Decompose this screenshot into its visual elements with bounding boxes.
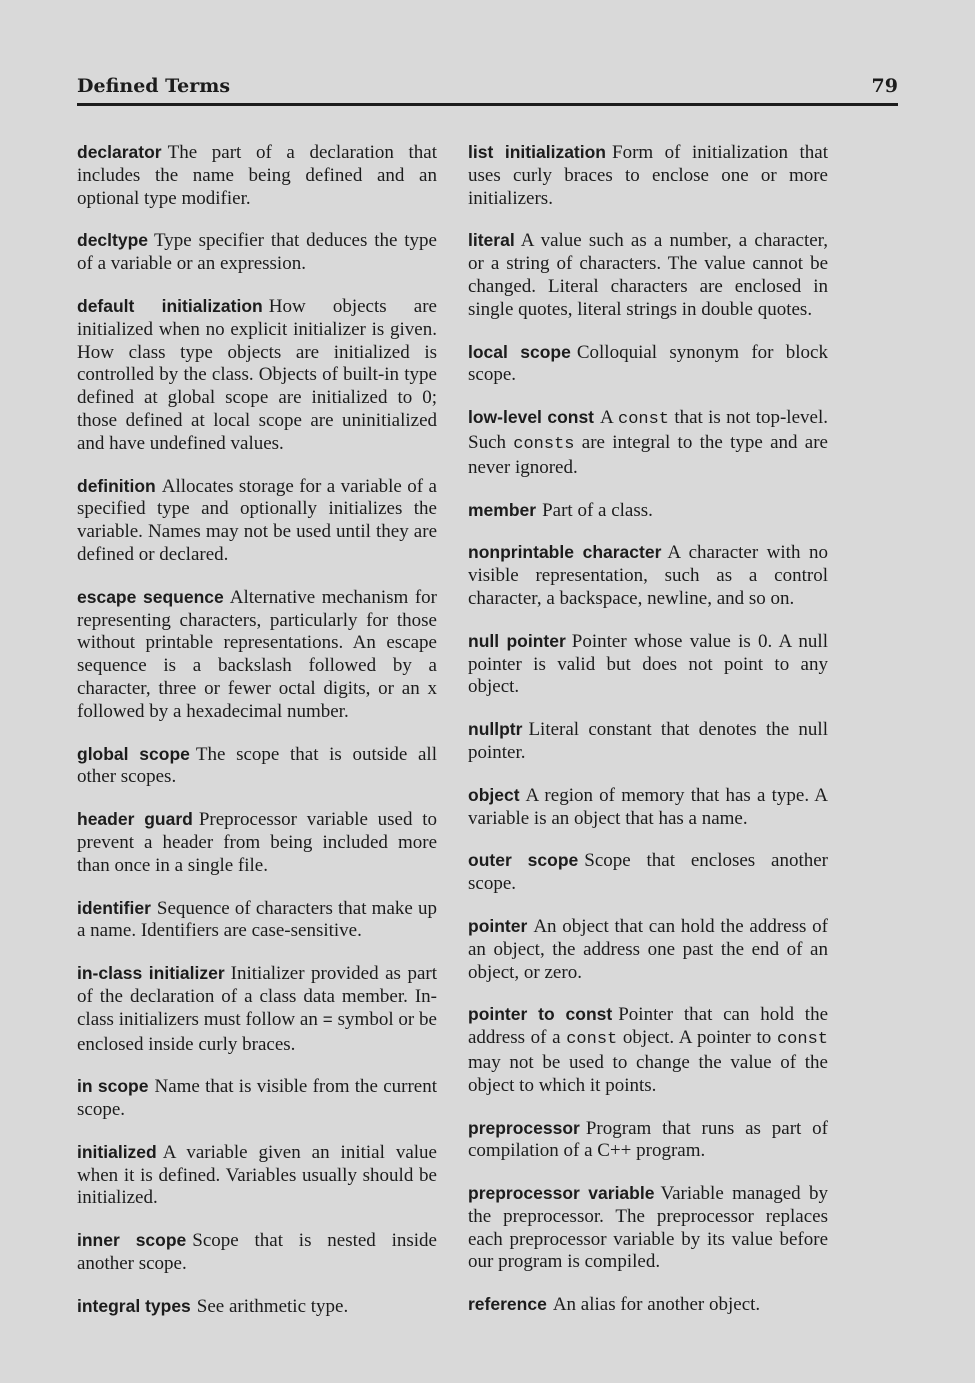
definition: The scope that is outside all other scopes.: [77, 743, 437, 788]
term: header guard: [77, 809, 193, 830]
term: null pointer: [468, 630, 566, 651]
glossary-entry: [468, 141, 828, 210]
glossary-entry: [77, 808, 437, 877]
term: declarator: [77, 142, 162, 162]
code-literal: consts: [513, 434, 575, 454]
code-literal: =: [322, 1011, 333, 1031]
glossary-entry: [77, 962, 437, 1056]
glossary-entry: [77, 141, 437, 210]
glossary-entry: [468, 541, 828, 610]
definition: A region of memory that has a type. A variable is an object that has a name.: [468, 784, 828, 829]
definition: Pointer whose value is 0. A null pointer is valid but does not point to any object.: [468, 630, 828, 698]
term: preprocessor variable: [468, 1183, 655, 1204]
glossary-entry: [468, 915, 828, 984]
glossary-entry: [468, 229, 828, 321]
term: list initialization: [468, 142, 606, 162]
glossary-entry: [468, 1182, 828, 1274]
glossary-entry: [77, 1295, 437, 1319]
definition: Pointer that can hold the address of a: [468, 1004, 828, 1049]
term: local scope: [468, 341, 571, 362]
definition: Name that is visible from the current scope.: [77, 1076, 438, 1121]
definition: A variable given an initial value when it is defined. Variables usually should be initialized.: [77, 1141, 437, 1209]
definition: may not be used to change the value of the object to which it points.: [468, 1051, 828, 1096]
glossary-entry: [468, 630, 828, 699]
term: member: [468, 499, 537, 520]
definition: A character with no visible representation, such as a control character, a backspace, newline, and so on.: [468, 542, 828, 609]
term: escape sequence: [77, 586, 224, 607]
definition: An alias for another object.: [552, 1294, 761, 1316]
term: global scope: [77, 743, 190, 764]
glossary-entry: [468, 718, 828, 765]
glossary-entry: [468, 341, 828, 388]
definition: Program that runs as part of compilation of a C++ program.: [468, 1117, 828, 1162]
definition: Initializer provided as part of the declaration of a class data member. In-class initializers must follow an: [77, 963, 437, 1030]
definition: Type specifier that deduces the type of a variable or an expression.: [77, 230, 437, 275]
glossary-entry: [77, 1075, 437, 1122]
term: decltype: [77, 230, 148, 251]
definition: Colloquial synonym for block scope.: [468, 341, 828, 386]
term: literal: [468, 230, 515, 251]
glossary-entry: [77, 229, 437, 276]
definition: Part of a class.: [542, 499, 653, 521]
page-number: 79: [871, 75, 898, 97]
glossary-entry: [77, 586, 437, 724]
left-column: [77, 141, 437, 1338]
definition: How objects are initialized when no explicit initializer is given. How class type objects are initialized is controlled by the class. Objects of built-in type defined at global scope are initialized to 0; those defined at local scope are uninitialized and have undefined values.: [77, 295, 437, 454]
glossary-entry: [468, 499, 828, 523]
right-column: [468, 141, 828, 1336]
term: integral types: [77, 1295, 191, 1316]
glossary-entry: [468, 1003, 828, 1097]
code-literal: const: [776, 1030, 828, 1050]
term: low-level const: [468, 407, 595, 428]
definition: Literal constant that denotes the null pointer.: [468, 719, 828, 763]
definition: Form of initialization that uses curly braces to enclose one or more initializers.: [468, 142, 828, 209]
definition: that is not top-level. Such: [468, 407, 828, 453]
definition: The part of a declaration that includes the name being defined and an optional type modifier.: [77, 142, 437, 209]
term: nonprintable character: [468, 542, 662, 563]
definition: A value such as a number, a character, or a string of characters. The value cannot be changed. Literal characters are enclosed in single quotes, literal strings in double quotes.: [468, 230, 828, 320]
definition: Allocates storage for a variable of a specified type and optionally initializes the variable. Names may not be used until they are defined or declared.: [77, 475, 437, 565]
term: pointer to const: [468, 1004, 613, 1025]
term: identifier: [77, 897, 151, 918]
term: in-class initializer: [77, 963, 225, 984]
term: in scope: [77, 1076, 149, 1097]
code-literal: const: [618, 410, 670, 430]
running-header: [77, 74, 898, 106]
definition: A: [600, 407, 618, 429]
definition: are integral to the type and are never ignored.: [468, 431, 828, 478]
definition: Variable managed by the preprocessor. The preprocessor replaces each preprocessor variable by its value before our program is compiled.: [468, 1183, 828, 1273]
definition: Alternative mechanism for representing characters, particularly for those without printable representations. An escape sequence is a backslash followed by a character, three or fewer octal digits, or an x followed by a hexadecimal number.: [77, 586, 437, 722]
term: pointer: [468, 915, 528, 936]
definition: See arithmetic type.: [196, 1295, 349, 1317]
term: initialized: [77, 1141, 157, 1162]
glossary-entry: [468, 784, 828, 831]
definition: object. A pointer to: [617, 1027, 777, 1049]
term: outer scope: [468, 850, 579, 871]
term: preprocessor: [468, 1117, 580, 1138]
header-title: Defined Terms: [77, 75, 231, 97]
definition: Scope that encloses another scope.: [468, 850, 828, 895]
glossary-entry: [468, 849, 828, 896]
glossary-entry: [77, 1229, 437, 1276]
definition: An object that can hold the address of an object, the address one past the end of an object, or zero.: [468, 915, 828, 983]
definition: Scope that is nested inside another scope.: [77, 1230, 437, 1275]
term: object: [468, 784, 520, 805]
glossary-entry: [77, 295, 437, 456]
glossary-entry: [468, 1293, 828, 1317]
glossary-entry: [77, 475, 437, 567]
term: default initialization: [77, 295, 263, 316]
term: inner scope: [77, 1230, 187, 1251]
glossary-entry: [468, 1117, 828, 1164]
definition: Preprocessor variable used to prevent a header from being included more than once in a single file.: [77, 809, 437, 876]
glossary-entry: [77, 1141, 437, 1210]
code-literal: const: [566, 1030, 618, 1050]
term: reference: [468, 1294, 547, 1315]
glossary-entry: [77, 897, 437, 944]
definition: symbol or be enclosed inside curly braces.: [77, 1008, 437, 1055]
glossary-entry: [468, 406, 828, 479]
definition: Sequence of characters that make up a name. Identifiers are case-sensitive.: [77, 897, 437, 942]
term: nullptr: [468, 719, 523, 740]
term: definition: [77, 475, 156, 496]
glossary-entry: [77, 743, 437, 790]
